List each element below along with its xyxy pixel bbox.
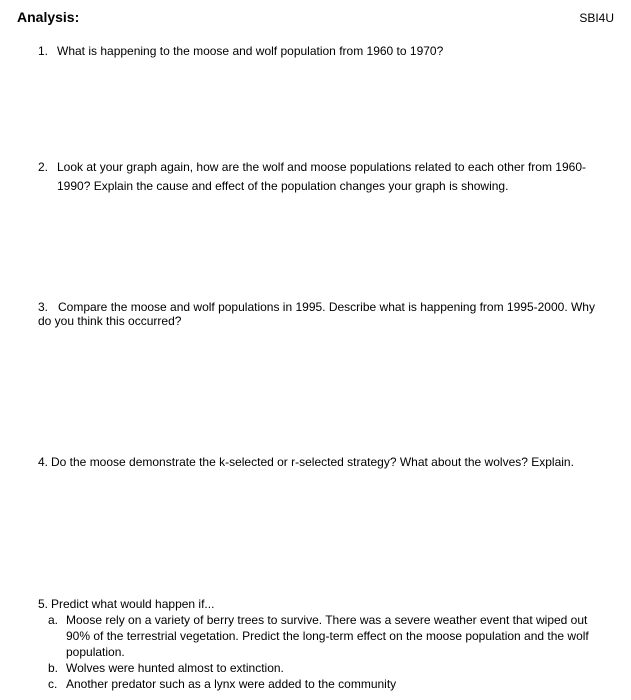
- question-text: Compare the moose and wolf populations in 1995. Describe what is happening from 1995-2000. Why: [58, 300, 595, 314]
- page-title: Analysis:: [17, 9, 80, 25]
- subitem-letter: b.: [48, 661, 59, 675]
- question-number: 2.: [38, 160, 49, 174]
- question-text: do you think this occurred?: [38, 314, 182, 328]
- course-code: SBI4U: [579, 11, 614, 25]
- question-number: 3.: [38, 300, 49, 314]
- subitem-text: Wolves were hunted almost to extinction.: [66, 661, 284, 675]
- question-number: 1.: [38, 44, 49, 58]
- question-number: 4.: [38, 455, 49, 469]
- subitem-text: Another predator such as a lynx were added to the community: [66, 677, 397, 691]
- question-text: 1990? Explain the cause and effect of the population changes your graph is showing.: [57, 179, 509, 193]
- question-text: What is happening to the moose and wolf population from 1960 to 1970?: [57, 44, 444, 58]
- question-text: Predict what would happen if...: [51, 597, 215, 611]
- question-text: Do the moose demonstrate the k-selected or r-selected strategy? What about the wolves? Explain.: [51, 455, 574, 469]
- subitem-text: Moose rely on a variety of berry trees to survive. There was a severe weather event that wiped out: [66, 613, 588, 627]
- question-text: Look at your graph again, how are the wolf and moose populations related to each other from 1960-: [57, 160, 587, 174]
- subitem-text: population.: [66, 645, 125, 659]
- subitem-text: 90% of the terrestrial vegetation. Predict the long-term effect on the moose population and the wolf: [66, 629, 589, 643]
- subitem-letter: a.: [48, 613, 59, 627]
- question-number: 5.: [38, 597, 49, 611]
- subitem-letter: c.: [48, 677, 58, 691]
